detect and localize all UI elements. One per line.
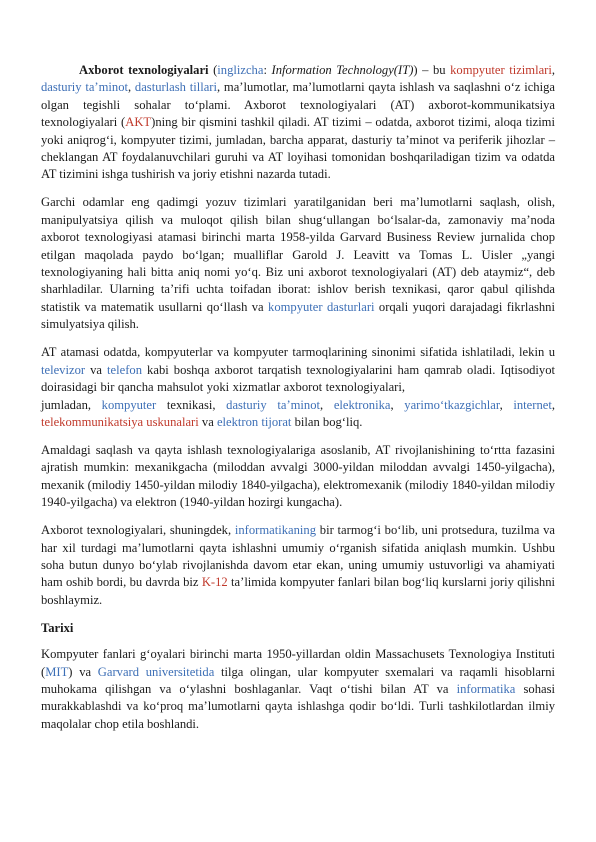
text-run: orqali yuqori darajadagi fikrlashni simulyatsiya qilish.: [41, 299, 555, 332]
inline-link[interactable]: inglizcha: [217, 63, 264, 77]
inline-link[interactable]: K-12: [201, 575, 228, 590]
inline-link[interactable]: yarimo‘tkazgichlar: [404, 397, 500, 412]
section-heading-history: Tarixi: [41, 620, 74, 635]
text-run: jumladan,: [41, 397, 102, 412]
inline-link[interactable]: telefon: [107, 362, 143, 377]
text-run: bir tarmog‘i bo‘lib, uni protsedura, tuzilma va har xil turdagi ma’lumotlarni qayta ishlashni umumiy o‘rganish sifatida aniqlash mumkin. Ushbu soha butun dunyo bo‘ylab rivojlanishda davom etar ekan, uning umumiy ustuvorligi va ahamiyati ham oshib bordi, bu davrda biz: [41, 523, 555, 590]
text-run: va: [85, 362, 108, 377]
text-run: Information Technology(IT): [271, 63, 414, 77]
text-run: , ma’lumotlar, ma’lumotlarni qayta ishlash va saqlashni o‘z ichiga olgan tegishli sohalar to‘plami. Axborot texnologiyalari (AT) axborot-kommunikatsiya texnologiyalari (: [41, 80, 555, 130]
text-run: Amaldagi saqlash va qayta ishlash texnologiyalariga asoslanib, AT rivojlanishining to‘rtta fazasini ajratish mumkin: mexanikgacha (miloddan avvalgi 3000-yildan miloddan avvalgi 1450-yilgacha), mexanik (milodiy 1450-yildan milodiy 1840-yilgacha), elektromexanik (milodiy 1840-yildan milodiy 1940-yilgacha) va elektron (1940-yildan hozirgi kungacha).: [41, 442, 555, 510]
paragraph-informatics: [41, 522, 555, 609]
inline-link[interactable]: informatika: [456, 681, 516, 696]
text-run: ,: [499, 397, 514, 412]
inline-link[interactable]: televizor: [41, 362, 86, 377]
text-run: ta’limida kompyuter fanlari bilan bog‘liq kurslarni joriy qilishni boshlaymiz.: [41, 575, 555, 607]
document-page: [41, 62, 555, 744]
inline-link[interactable]: elektron tijorat: [216, 414, 292, 429]
text-run: ) – bu: [413, 63, 451, 77]
paragraph-synonym: [41, 344, 555, 431]
inline-link[interactable]: internet: [513, 397, 552, 412]
text-run: texnikasi,: [156, 397, 227, 412]
inline-link[interactable]: dasturlash tillari: [134, 80, 218, 95]
text-run: ,: [551, 63, 556, 77]
text-run: ,: [128, 80, 135, 95]
paragraph-origins: [41, 646, 555, 733]
inline-link[interactable]: AKT: [125, 115, 152, 130]
text-run: Kompyuter fanlari g‘oyalari birinchi marta 1950-yillardan oldin Massachusets Texnologiya Instituti (: [41, 647, 555, 679]
text-run: ) va: [68, 664, 98, 679]
inline-link[interactable]: informatikaning: [234, 523, 317, 538]
text-run: Axborot texnologiyalari: [79, 63, 209, 77]
text-run: kabi boshqa axborot tarqatish texnologiyalarini ham qamrab oladi. Iqtisodiyot doirasidagi bir qancha mahsulot yoki xizmatlar axborot texnologiyalari,: [41, 362, 555, 395]
text-run: AT atamasi odatda, kompyuterlar va kompyuter tarmoqlarining sinonimi sifatida ishlatiladi, lekin u: [41, 345, 555, 360]
inline-link[interactable]: dasturiy ta’minot: [226, 397, 321, 412]
text-run: )ning bir qismini tashkil qiladi. AT tizimi – odatda, axborot tizimi, aloqa tizimi yoki aniqrog‘i, kompyuter tizimi, jumladan, barcha apparat, dasturiy ta’minot va periferik jihozlar – cheklangan AT foydalanuvchilari guruhi va AT loyihasi tomonidan boshqariladigan tizim va odatda AT tizimini ishga tushirish va joriy etishni nazarda tutadi.: [41, 115, 555, 182]
paragraph-intro: [41, 62, 555, 184]
text-run: ,: [551, 397, 556, 412]
text-run: Garchi odamlar eng qadimgi yozuv tizimlari yaratilganidan beri ma’lumotlarni saqlash, olish, manipulyatsiya qilish va muloqot qilish bilan shug‘ullangan bo‘lsalar-da, zamonaviy ma’noda axborot texnologiyasi atamasi birinchi marta 1958-yilda Garvard Business Review jurnalida chop etilgan maqolada paydo bo‘lgan; mualliflar Garold J. Leavitt va Tomas L. Uisler „yangi texnologiyaning hali bitta aniq nomi yo‘q. Biz uni axborot texnologiyalari (AT) deb ataymiz“, deb sharhladilar. Ularning ta’rifi uchta toifadan iborat: ishlov berish texnikasi, qaror qabul qilishda statistik va matematik usullarni qo‘llash va: [41, 195, 555, 314]
inline-link[interactable]: kompyuter: [101, 397, 157, 412]
text-run: ,: [390, 397, 405, 412]
text-run: ,: [320, 397, 334, 412]
inline-link[interactable]: Garvard universitetida: [97, 664, 215, 679]
text-run: (: [208, 63, 218, 77]
text-run: tilga olingan, ular kompyuter sxemalari va raqamli hisoblarni muhokama qilishgan va o‘ylashni boshlaganlar. Vaqt o‘tishi bilan AT va: [41, 664, 555, 696]
text-run: :: [263, 63, 272, 77]
text-run: Axborot texnologiyalari, shuningdek,: [41, 523, 235, 538]
inline-link[interactable]: MIT: [45, 664, 69, 679]
inline-link[interactable]: elektronika: [333, 397, 391, 412]
text-run: sohasi murakkablashdi va ko‘proq ma’lumotlarni qayta ishlashga qodir bo‘ldi. Turli tashkilotlardan ilmiy maqolalar chop etila boshlandi.: [41, 681, 555, 731]
paragraph-history-term: [41, 194, 555, 333]
inline-link[interactable]: kompyuter tizimlari: [450, 63, 552, 77]
inline-link[interactable]: telekommunikatsiya uskunalari: [41, 414, 199, 429]
text-run: va: [198, 414, 217, 429]
paragraph-phases: [41, 442, 555, 512]
text-run: bilan bog‘liq.: [291, 414, 363, 429]
inline-link[interactable]: dasturiy ta’minot: [41, 80, 128, 95]
inline-link[interactable]: kompyuter dasturlari: [268, 299, 375, 314]
